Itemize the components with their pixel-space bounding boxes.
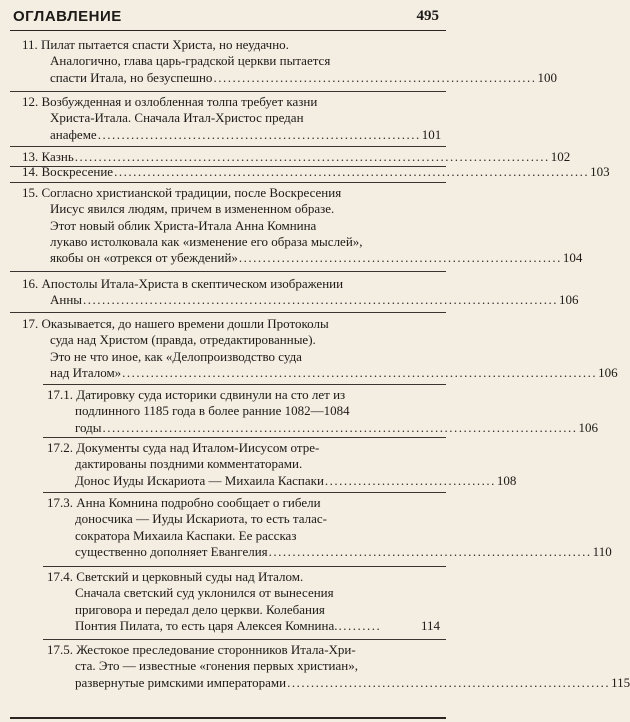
entry-page: 102: [550, 149, 571, 164]
entry-line: спасти Итала, но безуспешно: [50, 69, 213, 85]
entry-line: суда над Христом (правда, отредактированные).: [50, 332, 316, 348]
leader-dots: .........: [338, 617, 382, 633]
entry-line: развернутые римскими императорами: [75, 674, 287, 690]
entry-page: 110: [592, 543, 612, 559]
leader-dots: ....................................................................: [287, 674, 611, 690]
entry-last-line: [22, 250, 583, 266]
entry-line: 17.2. Документы суда над Италом-Иисусом отре-: [47, 440, 320, 455]
entry-line: Понтия Пилата, то есть царя Алексея Комнина.: [75, 617, 338, 633]
entry-line: Аналогично, глава царь-градской церкви пытается: [50, 53, 331, 69]
entry-line: существенно дополняет Евангелия: [75, 543, 268, 559]
entry-last-line: [22, 164, 610, 180]
entry-page: 108: [496, 472, 517, 488]
entry-line: над Италом»: [50, 364, 122, 380]
entry-line: подлинного 1185 года в более ранние 1082—1084: [75, 403, 350, 419]
entry-line: Донос Иуды Искариота — Михаила Каспаки: [75, 472, 324, 488]
leader-dots: ....................................................................: [238, 250, 562, 266]
entry-line: Христа-Итала. Сначала Итал-Христос предан: [50, 110, 304, 126]
leader-dots: ....................................................................................................: [74, 149, 550, 164]
entry-last-line: [47, 674, 630, 691]
leader-dots: ....................................................................................................: [83, 292, 559, 308]
entry-page: 114: [420, 617, 440, 633]
page-number: 495: [416, 8, 439, 24]
entry-last-line: [47, 618, 440, 634]
leader-dots: ....................................................................................................: [122, 364, 598, 380]
entry-last-line: [47, 419, 598, 436]
entry-line: 11. Пилат пытается спасти Христа, но неудачно.: [22, 37, 289, 52]
running-title: ОГЛАВЛЕНИЕ: [13, 8, 122, 25]
toc-entry[interactable]: [22, 37, 557, 86]
toc-entry[interactable]: [22, 94, 440, 143]
entry-page: 103: [590, 164, 610, 179]
entry-last-line: [47, 543, 612, 560]
toc-entry[interactable]: [47, 642, 630, 691]
entry-page: 100: [537, 69, 557, 85]
entry-line: Иисус явился людям, причем в измененном образе.: [50, 201, 335, 217]
entry-line: анафеме: [50, 126, 97, 142]
entry-divider: [43, 639, 446, 640]
entry-page: 104: [562, 250, 583, 266]
leader-dots: ....................................................................: [97, 126, 421, 142]
entry-divider: [10, 271, 446, 272]
entry-line: приговора и передал дело церкви. Колебания: [75, 601, 325, 617]
leader-dots: ....................................................................: [268, 543, 592, 559]
entry-divider: [10, 312, 446, 313]
entry-line: 12. Возбужденная и озлобленная толпа требует казни: [22, 94, 318, 109]
entry-line: Это не что иное, как «Делопроизводство суда: [50, 348, 302, 364]
entry-line: ста. Это — известные «гонения первых христиан»,: [75, 658, 358, 674]
toc-entry[interactable]: [22, 149, 571, 165]
entry-line: якобы он «отрекся от убеждений»: [50, 250, 238, 266]
entry-line: годы: [75, 419, 102, 435]
entry-last-line: [22, 69, 557, 86]
toc-entry[interactable]: [47, 495, 612, 560]
entry-line: 17.4. Светский и церковный суды над Италом.: [47, 569, 304, 584]
entry-line: 14. Воскресение: [22, 164, 114, 179]
entry-divider: [43, 492, 446, 493]
toc-entry[interactable]: [47, 440, 517, 489]
entry-line: 17.3. Анна Комнина подробно сообщает о гибели: [47, 495, 321, 510]
toc-entry[interactable]: [22, 185, 583, 266]
entry-line: Сначала светский суд уклонился от вынесения: [75, 585, 334, 601]
entry-line: 17. Оказывается, до нашего времени дошли Протоколы: [22, 316, 329, 331]
entry-line: сократора Михаила Каспаки. Ее рассказ: [75, 527, 297, 543]
entry-line: 16. Апостолы Итала-Христа в скептическом изображении: [22, 276, 344, 291]
entry-line: доносчика — Иуды Искариота, то есть талас-: [75, 511, 327, 527]
entry-divider: [10, 146, 446, 147]
entry-last-line: [22, 127, 440, 143]
entry-divider: [43, 384, 446, 385]
toc-entry[interactable]: [22, 276, 579, 309]
entry-divider: [10, 91, 446, 92]
leader-dots: ....................................................................................................: [114, 164, 590, 179]
toc-entry[interactable]: [22, 164, 610, 180]
entry-line: 17.1. Датировку суда историки сдвинули на сто лет из: [47, 387, 346, 402]
entry-line: дактированы поздними комментаторами.: [75, 456, 303, 472]
entry-last-line: [22, 149, 571, 165]
entry-line: 15. Согласно христианской традиции, после Воскресения: [22, 185, 342, 200]
entry-last-line: [22, 292, 579, 308]
entry-line: Этот новый облик Христа-Итала Анна Комнина: [50, 217, 317, 233]
leader-dots: ....................................................................................................: [102, 419, 578, 435]
entry-line: лукаво истолковала как «изменение его образа мыслей»,: [50, 233, 363, 249]
entry-page: 106: [578, 419, 598, 435]
toc-entry[interactable]: [47, 387, 598, 436]
toc-entry[interactable]: [22, 316, 618, 381]
toc-entry[interactable]: [47, 569, 440, 634]
entry-divider: [43, 437, 446, 438]
leader-dots: ....................................................................: [213, 69, 537, 85]
entry-divider: [43, 566, 446, 567]
entry-last-line: [47, 472, 517, 489]
entry-line: 13. Казнь: [22, 149, 74, 164]
entry-page: 106: [559, 292, 579, 308]
entry-page: 115: [611, 674, 630, 690]
footer-rule: [10, 717, 446, 719]
entry-last-line: [22, 364, 618, 381]
entry-divider: [10, 182, 446, 183]
leader-dots: ....................................: [324, 472, 496, 488]
entry-page: 101: [421, 126, 442, 142]
entry-line: Анны: [50, 292, 83, 308]
entry-line: 17.5. Жестокое преследование сторонников Итала-Хри-: [47, 642, 356, 657]
entry-page: 106: [598, 364, 618, 380]
